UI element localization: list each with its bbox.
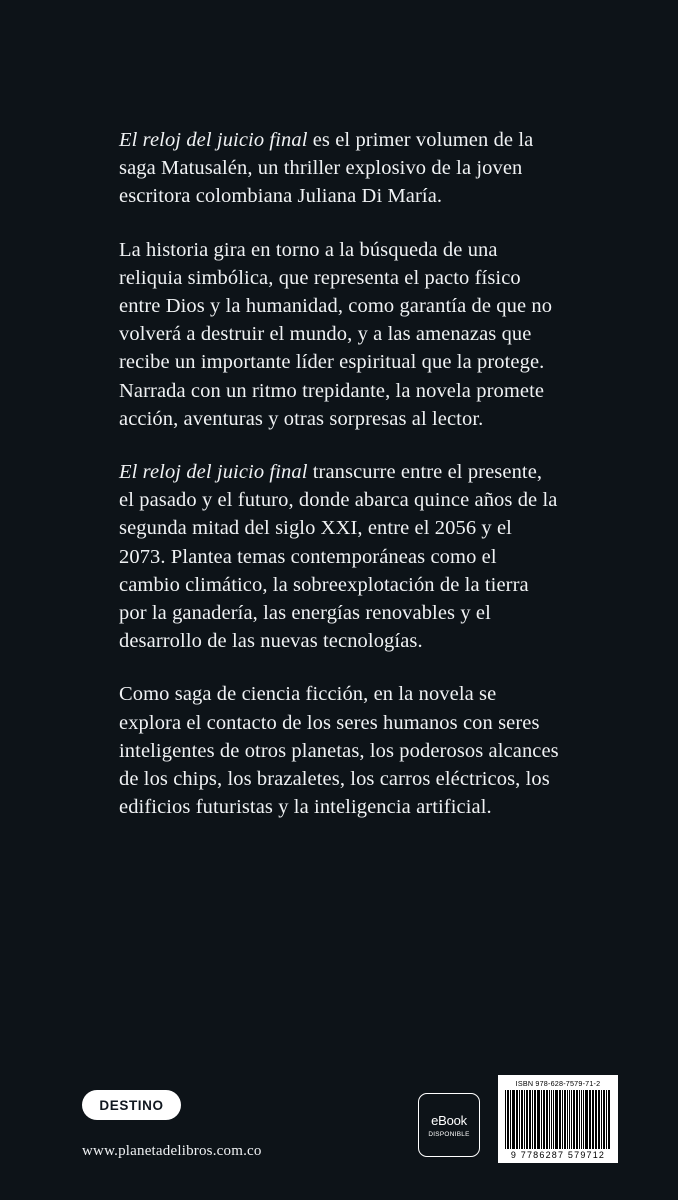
- paragraph-3: Narrada con un ritmo trepidante, la novela promete acción, aventuras y otras sorpresas al lector.: [119, 379, 545, 430]
- isbn-barcode: [498, 1075, 618, 1163]
- ebook-badge-title: eBook: [431, 1112, 467, 1128]
- book-title-italic-1: El reloj del juicio final: [119, 129, 308, 151]
- paragraph-4-rest: transcurre entre el presente, el pasado y el futuro, donde abarca quince años de la segunda mitad del siglo XXI, entre el 2056 y el 2073. Plantea temas contemporáneas como el cambio climático, la sobreexplotación de la tierra por la ganadería, las energías renovables y el desarrollo de las nuevas tecnologías.: [119, 461, 558, 653]
- isbn-label: ISBN 978-628-7579-71-2: [515, 1079, 601, 1088]
- ebook-badge-subtitle: DISPONIBLE: [428, 1130, 470, 1138]
- paragraph-1-rest: es el primer volumen de la saga Matusalén, un thriller explosivo de la joven escritora colombiana Juliana Di María.: [119, 129, 534, 208]
- book-title-italic-2: El reloj del juicio final: [119, 461, 308, 484]
- paragraph-4: [119, 458, 561, 655]
- blurb-text-block: [119, 126, 561, 846]
- publisher-website[interactable]: www.planetadelibros.com.co: [82, 1143, 262, 1159]
- barcode-bars: [503, 1090, 613, 1149]
- publisher-logo-destino: [82, 1090, 181, 1120]
- publisher-logo-label: DESTINO: [99, 1097, 164, 1113]
- barcode-digits: 9 7786287 579712: [510, 1150, 606, 1160]
- paragraph-1: [119, 126, 561, 211]
- paragraph-2: La historia gira en torno a la búsqueda de una reliquia simbólica, que representa el pacto físico entre Dios y la humanidad, como garantía de que no volverá a destruir el mundo, y a las amenazas que recibe un importante líder espiritual que la protege.: [119, 238, 553, 374]
- paragraph-5: Como saga de ciencia ficción, en la novela se explora el contacto de los seres humanos con seres inteligentes de otros planetas, los poderosos alcances de los chips, los brazaletes, los carros eléctricos, los edificios futuristas y la inteligencia artificial.: [119, 683, 559, 819]
- ebook-available-badge: [418, 1093, 480, 1157]
